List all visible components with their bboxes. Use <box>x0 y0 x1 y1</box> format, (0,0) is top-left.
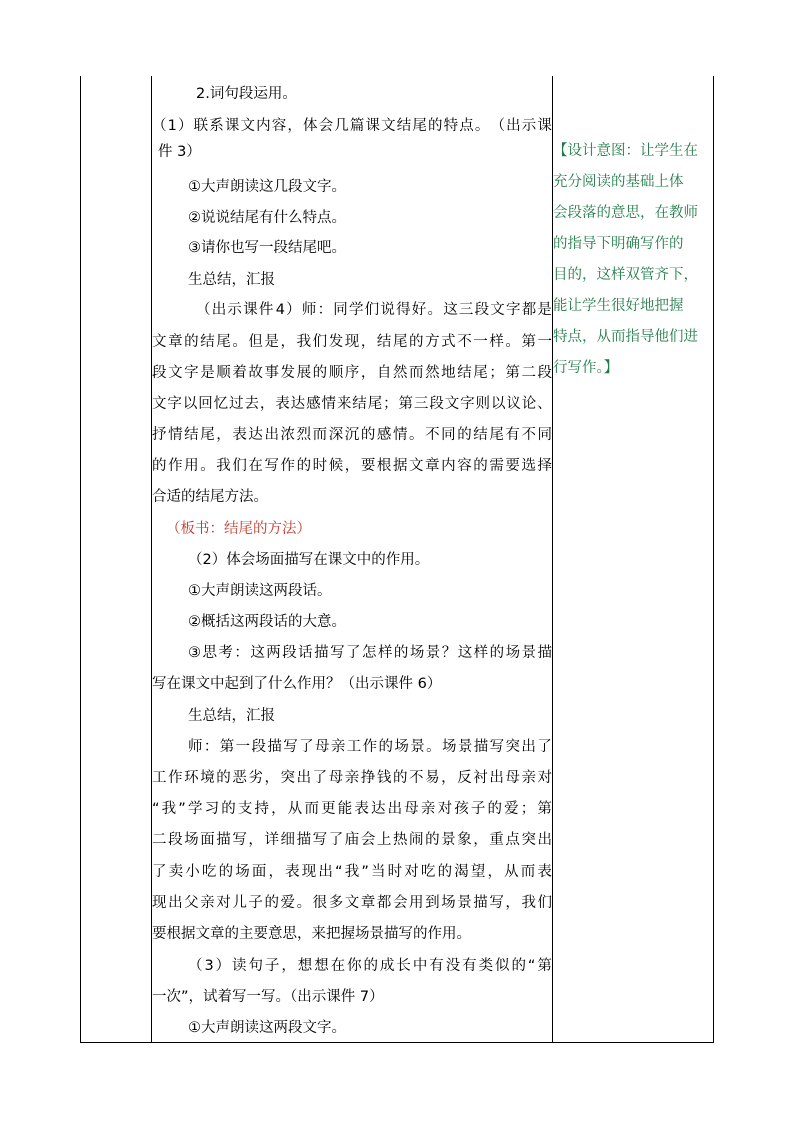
list-item: ①大声朗读这两段话。 <box>188 583 332 599</box>
paragraph-line: 段 文 字 是 顺 着 故 事 发 展 的 顺 序 ， 自 然 而 然 地 结 尾 ； 第 二 段 <box>152 365 552 381</box>
paragraph-line: 师 ： 第 一 段 描 写 了 母 亲 工 作 的 场 景 。 场 景 描 写 突 出 了 <box>188 739 552 755</box>
note-line: 的指导下明确写作的 <box>553 236 684 252</box>
paragraph-line: 一次”，试着写一写。（出示课件 7） <box>152 989 384 1005</box>
note-line: 特点，从而指导他们进 <box>553 329 698 345</box>
list-item: ①大声朗读这两段文字。 <box>188 1020 346 1036</box>
table-right-border <box>713 76 714 1043</box>
list-item: ③ 思 考 ： 这 两 段 话 描 写 了 怎 样 的 场 景 ？ 这 样 的 场 景 描 <box>188 645 552 661</box>
paragraph-line: 文 字 以 回 忆 过 去 ， 表 达 感 情 来 结 尾 ； 第 三 段 文 字 则 以 议 论 、 <box>152 396 552 412</box>
section-subheading: （ 3 ） 读 句 子 ， 想 想 在 你 的 成 长 中 有 没 有 类 似 的 “ 第 <box>188 958 552 974</box>
list-item: ②说说结尾有什么特点。 <box>188 210 346 226</box>
paragraph-line: 合适的结尾方法。 <box>152 489 268 505</box>
paragraph-line: “ 我 ” 学 习 的 支 持 ， 从 而 更 能 表 达 出 母 亲 对 孩 子 的 爱 ； 第 <box>152 801 552 817</box>
paragraph-line: （ 出 示 课 件 4 ） 师 ： 同 学 们 说 得 好 。 这 三 段 文 字 都 是 <box>196 302 552 318</box>
list-item: ③请你也写一段结尾吧。 <box>188 240 346 256</box>
note-line: 行写作。】 <box>553 360 619 376</box>
board-note: （板书：结尾的方法） <box>166 521 311 537</box>
paragraph-line: 生总结，汇报 <box>188 708 275 724</box>
note-line: 充分阅读的基础上体 <box>553 174 684 190</box>
section-heading: 2.词句段运用。 <box>196 86 297 102</box>
note-line: 目的，这样双管齐下， <box>553 267 698 283</box>
paragraph-line: 二 段 场 面 描 写 ， 详 细 描 写 了 庙 会 上 热 闹 的 景 象 ， 重 点 突 出 <box>152 832 552 848</box>
note-line: 会段落的意思，在教师 <box>553 205 698 221</box>
paragraph-line: 工 作 环 境 的 恶 劣 ， 突 出 了 母 亲 挣 钱 的 不 易 ， 反 衬 出 母 亲 对 <box>152 770 552 786</box>
paragraph-line: 的 作 用 。 我 们 在 写 作 的 时 候 ， 要 根 据 文 章 内 容 的 需 要 选 择 <box>152 458 552 474</box>
section-subheading: （2）体会场面描写在课文中的作用。 <box>188 552 430 568</box>
list-item: ①大声朗读这几段文字。 <box>188 179 346 195</box>
paragraph-line: 生总结，汇报 <box>188 272 275 288</box>
table-left-border <box>80 76 81 1043</box>
paragraph-line: （ 1 ） 联 系 课 文 内 容 ， 体 会 几 篇 课 文 结 尾 的 特 点 。 （ 出 示 课 <box>152 118 552 134</box>
table-bottom-border <box>80 1042 714 1043</box>
paragraph-line: 文 章 的 结 尾 。 但 是 ， 我 们 发 现 ， 结 尾 的 方 式 不 一 样 。 第 一 <box>152 334 552 350</box>
note-line: 【设计意图：让学生在 <box>553 143 698 159</box>
paragraph-line: 件 3） <box>158 144 201 160</box>
paragraph-line: 现 出 父 亲 对 儿 子 的 爱 。 很 多 文 章 都 会 用 到 场 景 描 写 ， 我 们 <box>152 895 552 911</box>
list-item: ②概括这两段话的大意。 <box>188 614 346 630</box>
note-line: 能让学生很好地把握 <box>553 298 684 314</box>
paragraph-line: 写在课文中起到了什么作用？（出示课件 6） <box>152 676 442 692</box>
paragraph-line: 抒 情 结 尾 ， 表 达 出 浓 烈 而 深 沉 的 感 情 。 不 同 的 结 尾 有 不 同 <box>152 427 552 443</box>
paragraph-line: 要根据文章的主要意思，来把握场景描写的作用。 <box>152 926 471 942</box>
paragraph-line: 了 卖 小 吃 的 场 面 ， 表 现 出 “ 我 ” 当 时 对 吃 的 渴 望 ， 从 而 表 <box>152 864 552 880</box>
